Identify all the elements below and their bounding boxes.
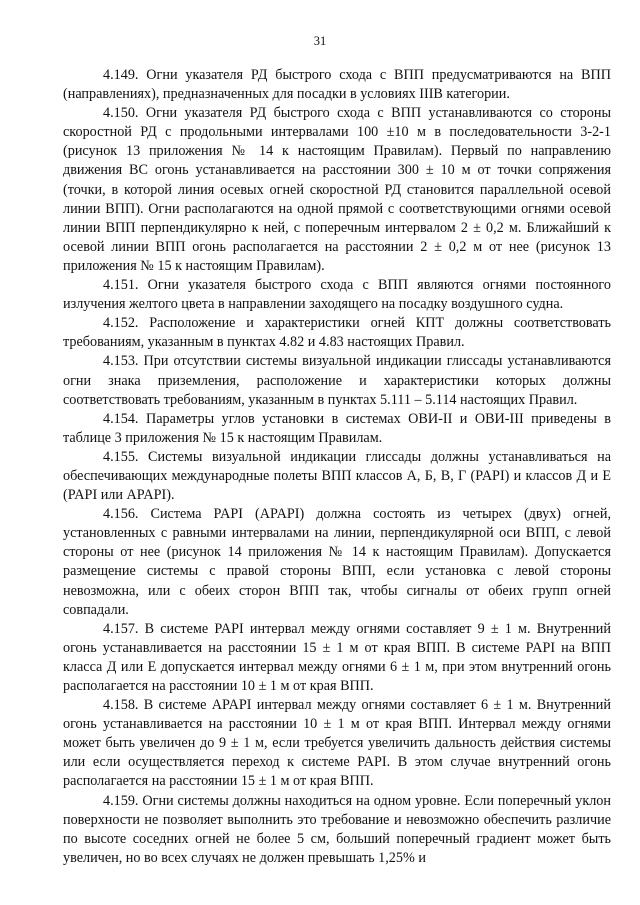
page-number: 31: [313, 34, 327, 48]
paragraph-4-156: 4.156. Система PAPI (APAPI) должна состоять из четырех (двух) огней, установленных с равными интервалами на линии, перпендикулярной оси ВПП, с левой стороны от нее (рисунок 14 приложения № 14 к настоящим Правилам). Допускается размещение системы с правой стороны ВПП, если установка с левой стороны невозможна, или с обеих сторон ВПП так, чтобы сигналы от обеих групп огней совпадали.: [63, 506, 611, 618]
paragraph-4-149: 4.149. Огни указателя РД быстрого схода с ВПП предусматриваются на ВПП (направлениях), предназначенных для посадки в условиях IIIВ категории.: [63, 67, 611, 103]
paragraph-4-158: 4.158. В системе APAPI интервал между огнями составляет 6 ± 1 м. Внутренний огонь устанавливается на расстоянии 10 ± 1 м от края ВПП. Интервал между огнями может быть увеличен до 9 ± 1 м, если требуется увеличить дальность действия системы или если осуществляется переход к системе PAPI. В этом случае внутренний огонь располагается на расстоянии 15 ± 1 м от края ВПП.: [63, 697, 611, 790]
paragraph-4-154: 4.154. Параметры углов установки в системах ОВИ-II и ОВИ-III приведены в таблице 3 приложения № 15 к настоящим Правилам.: [63, 410, 611, 446]
paragraph-4-159: 4.159. Огни системы должны находиться на одном уровне. Если поперечный уклон поверхности не позволяет выполнить это требование и невозможно обеспечить различие по высоте соседних огней не более 5 см, больший поперечный градиент может быть увеличен, но во всех случаях не должен превышать 1,25% и: [63, 792, 611, 866]
paragraph-4-157: 4.157. В системе PAPI интервал между огнями составляет 9 ± 1 м. Внутренний огонь устанавливается на расстоянии 15 ± 1 м от края ВПП. В системе PAPI на ВПП класса Д или Е допускается интервал между огнями 6 ± 1 м, при этом внутренний огонь располагается на расстоянии 10 ± 1 м от края ВПП.: [63, 620, 611, 694]
paragraph-4-155: 4.155. Системы визуальной индикации глиссады должны устанавливаться на обеспечивающих международные полеты ВПП классов А, Б, В, Г (PAPI) и классов Д и Е (PAPI или APAPI).: [63, 448, 611, 504]
paragraph-4-151: 4.151. Огни указателя быстрого схода с ВПП являются огнями постоянного излучения желтого цвета в направлении заходящего на посадку воздушного судна.: [63, 277, 611, 313]
document-body: [63, 66, 611, 868]
paragraph-4-152: 4.152. Расположение и характеристики огней КПТ должны соответствовать требованиям, указанным в пунктах 4.82 и 4.83 настоящих Правил.: [63, 315, 611, 351]
paragraph-4-150: 4.150. Огни указателя РД быстрого схода с ВПП устанавливаются со стороны скоростной РД с продольными интервалами 100 ±10 м в последовательности 3-2-1 (рисунок 13 приложения № 14 к настоящим Правилам). Первый по направлению движения ВС огонь устанавливается на расстоянии 300 ± 10 м от точки сопряжения (точки, в которой линия осевых огней скоростной РД становится параллельной осевой линии ВПП). Огни располагаются на одной прямой с соответствующими огнями осевой линии ВПП перпендикулярно к ней, с поперечным интервалом 2 ± 0,2 м. Ближайший к осевой линии ВПП огонь располагается на расстоянии 2 ± 0,2 м от нее (рисунок 13 приложения № 15 к настоящим Правилам).: [63, 105, 611, 274]
paragraph-4-153: 4.153. При отсутствии системы визуальной индикации глиссады устанавливаются огни знака приземления, расположение и характеристики которых должны соответствовать требованиям, указанным в пунктах 5.111 – 5.114 настоящих Правил.: [63, 353, 611, 408]
